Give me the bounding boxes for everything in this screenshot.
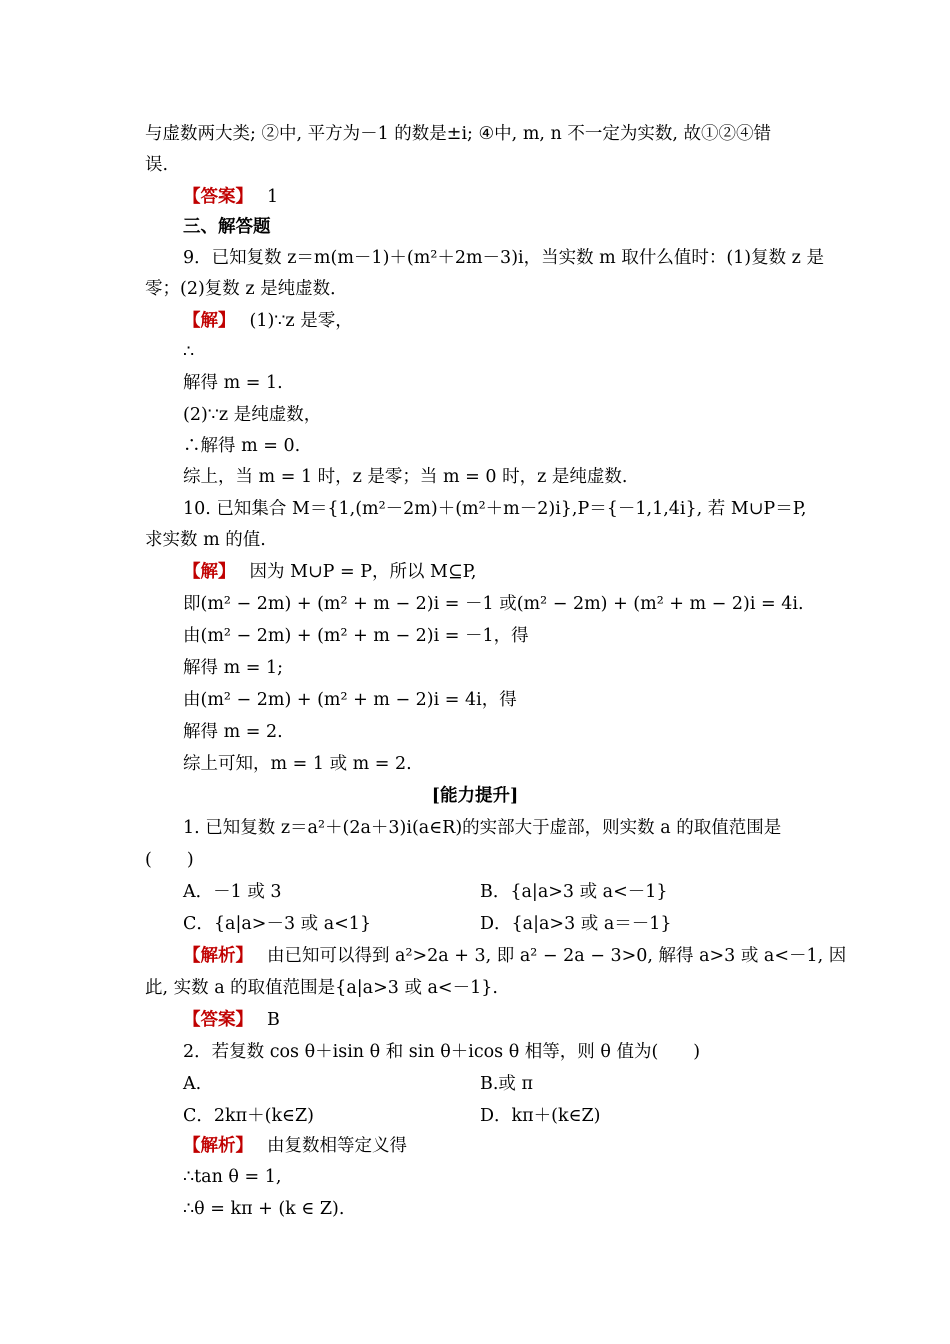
q8-explanation-line2: 误. xyxy=(145,155,169,175)
q10-step5: 由(m² − 2m) + (m² + m − 2)i = 4i，得 xyxy=(183,690,517,710)
q10-line1: 10. 已知集合 M＝{1,(m²－2m)＋(m²＋m－2)i},P＝{－1,1,4i}, 若 M∪P＝P, xyxy=(183,499,807,519)
solution-tag: 【解】 xyxy=(183,311,236,331)
q9-line1: 9．已知复数 z＝m(m－1)＋(m²＋2m－3)i，当实数 m 取什么值时：(1)复数 z 是 xyxy=(183,248,824,268)
n1-analysis-text2: 此, 实数 a 的取值范围是{a|a>3 或 a<－1}. xyxy=(145,978,498,998)
n1-line1: 1. 已知复数 z＝a²＋(2a＋3)i(a∈R)的实部大于虚部，则实数 a 的取值范围是 xyxy=(183,818,782,838)
analysis-tag: 【解析】 xyxy=(183,946,253,966)
section-heading-ability: [能力提升] xyxy=(431,786,519,806)
answer-tag: 【答案】 xyxy=(183,187,253,207)
q10-step1: 因为 M∪P = P，所以 M⊆P, xyxy=(249,562,477,582)
n2-analysis-text2: ∴tan θ = 1, xyxy=(183,1167,282,1187)
n1-option-b: B．{a|a>3 或 a<－1} xyxy=(480,882,668,902)
n2-line1: 2．若复数 cos θ＋isin θ 和 sin θ＋icos θ 相等，则 θ 值为( ) xyxy=(183,1042,701,1062)
answer-tag: 【答案】 xyxy=(183,1010,253,1030)
q9-conclusion: 综上，当 m = 1 时，z 是零；当 m = 0 时，z 是纯虚数. xyxy=(183,467,628,487)
q9-step5: ∴解得 m = 0. xyxy=(183,436,301,456)
q10-solution-start xyxy=(183,560,476,584)
n2-analysis xyxy=(183,1134,407,1158)
n2-option-d: D．kπ＋(k∈Z) xyxy=(480,1106,601,1126)
n1-analysis-text1: 由已知可以得到 a²>2a + 3, 即 a² − 2a − 3>0, 解得 a>3 或 a<－1, 因 xyxy=(267,946,847,966)
n2-option-b: B.或 π xyxy=(480,1074,533,1094)
q9-step1: (1)∵z 是零， xyxy=(249,311,353,331)
n2-analysis-text1: 由复数相等定义得 xyxy=(267,1136,407,1156)
n1-answer xyxy=(183,1008,280,1032)
q10-step2: 即(m² − 2m) + (m² + m − 2)i = －1 或(m² − 2m) + (m² + m − 2)i = 4i. xyxy=(183,594,804,614)
q9-line2: 零；(2)复数 z 是纯虚数． xyxy=(145,279,348,299)
q10-conclusion: 综上可知，m = 1 或 m = 2. xyxy=(183,754,412,774)
n2-analysis-text3: ∴θ = kπ + (k ∈ Z). xyxy=(183,1199,345,1219)
q8-answer xyxy=(183,185,278,209)
q10-step6: 解得 m = 2. xyxy=(183,722,283,742)
analysis-tag: 【解析】 xyxy=(183,1136,253,1156)
n2-option-a: A. xyxy=(183,1074,202,1094)
answer-value: B xyxy=(267,1010,280,1030)
solution-tag: 【解】 xyxy=(183,562,236,582)
answer-value: 1 xyxy=(267,187,279,207)
n1-option-d: D．{a|a>3 或 a＝－1} xyxy=(480,914,672,934)
n2-option-c: C．2kπ＋(k∈Z) xyxy=(183,1106,315,1126)
n1-analysis xyxy=(183,944,846,968)
q9-step4: (2)∵z 是纯虚数， xyxy=(183,405,322,425)
q10-line2: 求实数 m 的值. xyxy=(145,530,266,550)
section-title-solve: 三、解答题 xyxy=(183,217,271,237)
n1-option-a: A．－1 或 3 xyxy=(183,882,282,902)
q8-explanation-line1: 与虚数两大类; ②中, 平方为－1 的数是±i; ④中, m, n 不一定为实数, 故①②④错 xyxy=(145,124,771,144)
n1-line2: ( ) xyxy=(145,850,194,870)
q9-step2: ∴ xyxy=(183,342,195,362)
n1-option-c: C．{a|a>－3 或 a<1} xyxy=(183,914,372,934)
q9-solution-start xyxy=(183,309,353,333)
q9-step3: 解得 m = 1. xyxy=(183,373,283,393)
q10-step4: 解得 m = 1; xyxy=(183,658,283,678)
q10-step3: 由(m² − 2m) + (m² + m − 2)i = －1，得 xyxy=(183,626,529,646)
